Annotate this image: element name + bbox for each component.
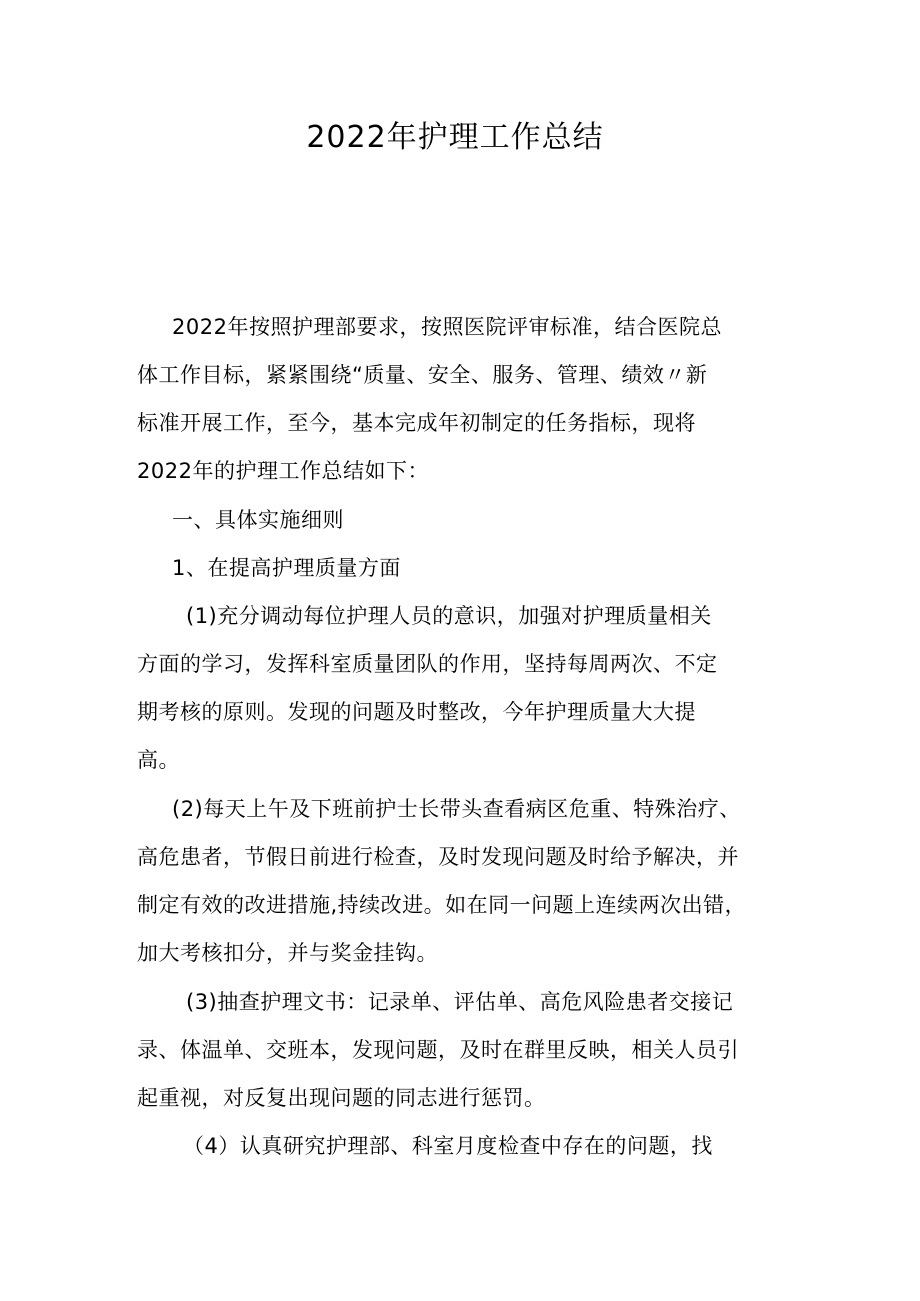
paragraph-line: 体工作目标，紧紧围绕“质量、安全、服务、管理、绩效〃新	[137, 363, 708, 387]
paragraph-line: （4）认真研究护理部、科室月度检查中存在的问题，找	[183, 1134, 713, 1158]
paragraph-line: (3)抽查护理文书：记录单、评估单、高危风险患者交接记	[186, 990, 734, 1014]
document-title: 2022年护理工作总结	[306, 120, 604, 155]
paragraph-line: 方面的学习，发挥科室质量团队的作用，坚持每周两次、不定	[137, 652, 718, 676]
paragraph-line: 标准开展工作，至今，基本完成年初制定的任务指标，现将	[137, 411, 696, 435]
paragraph-line: 期考核的原则。发现的问题及时整改，今年护理质量大大提	[137, 700, 696, 724]
paragraph-line: 高。	[137, 748, 180, 772]
paragraph-line: 高危患者，节假日前进行检查，及时发现问题及时给予解决，并	[137, 845, 739, 869]
paragraph-line: 制定有效的改进措施,持续改进。如在同一问题上连续两次出错，	[137, 893, 747, 917]
section-heading: 一、具体实施细则	[172, 508, 344, 532]
paragraph-line: 录、体温单、交班本，发现问题，及时在群里反映，相关人员引	[137, 1038, 739, 1062]
subsection-heading: 1、在提高护理质量方面	[172, 556, 401, 580]
paragraph-line: 起重视，对反复出现问题的同志进行惩罚。	[137, 1086, 546, 1110]
paragraph-line: (2)每天上午及下班前护士长带头查看病区危重、特殊治疗、	[172, 797, 741, 821]
paragraph-line: 2022年按照护理部要求，按照医院评审标准，结合医院总	[172, 315, 722, 339]
paragraph-line: 加大考核扣分，并与奖金挂钩。	[137, 941, 438, 965]
paragraph-line: 2022年的护理工作总结如下：	[137, 459, 429, 483]
paragraph-line: (1)充分调动每位护理人员的意识，加强对护理质量相关	[186, 604, 712, 628]
